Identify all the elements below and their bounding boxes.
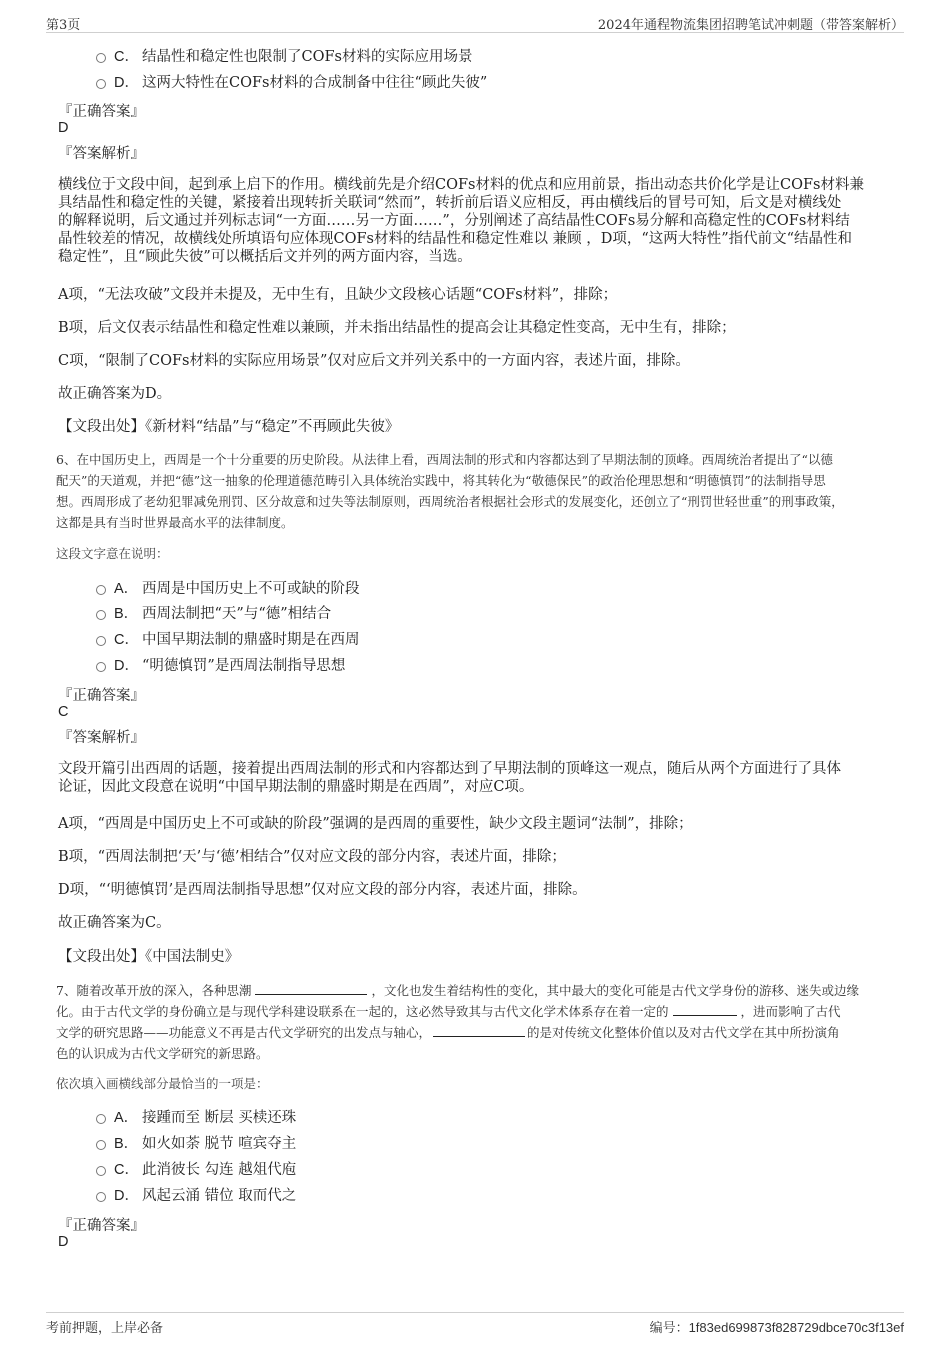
- q6-option-a[interactable]: A． 西周是中国历史上不可或缺的阶段: [96, 578, 360, 600]
- q5-option-d[interactable]: D． 这两大特性在COFs材料的合成制备中往往“顾此失彼”: [96, 72, 487, 94]
- radio-icon[interactable]: [96, 79, 106, 89]
- q7-option-a[interactable]: A． 接踵而至 断层 买椟还珠: [96, 1107, 296, 1129]
- q5-answer: D: [58, 120, 69, 136]
- q6-option-b[interactable]: B． 西周法制把“天”与“德”相结合: [96, 603, 331, 625]
- radio-icon[interactable]: [96, 610, 106, 620]
- q7-prompt: 依次填入画横线部分最恰当的一项是：: [56, 1076, 269, 1091]
- q5-option-c[interactable]: C． 结晶性和稳定性也限制了COFs材料的实际应用场景: [96, 46, 472, 68]
- q7-option-b[interactable]: B． 如火如荼 脱节 喧宾夺主: [96, 1133, 296, 1155]
- q6-explain-b: B项，“西周法制把‘天’与‘德’相结合”仅对应文段的部分内容，表述片面，排除；: [58, 849, 566, 865]
- q6-analysis-label: 『答案解析』: [58, 730, 145, 746]
- q5-analysis-label: 『答案解析』: [58, 146, 145, 162]
- blank-2: [673, 1002, 737, 1016]
- q6-option-d[interactable]: D． “明德慎罚”是西周法制指导思想: [96, 655, 345, 677]
- page-footer: [46, 1312, 904, 1335]
- q7-option-c[interactable]: C． 此消彼长 勾连 越俎代庖: [96, 1159, 296, 1181]
- blank-1: [255, 981, 367, 995]
- q6-option-c[interactable]: C． 中国早期法制的鼎盛时期是在西周: [96, 629, 360, 651]
- q6-analysis: 文段开篇引出西周的话题，接着提出西周法制的形式和内容都达到了早期法制的顶峰这一观点，随后从两个方面进行了具体 论证，因此文段意在说明“中国早期法制的鼎盛时期是在西周”，对应C项。: [58, 761, 841, 795]
- q7-stem: 7、随着改革开放的深入，各种思潮 ，文化也发生着结构性的变化，其中最大的变化可能是古代文学身份的游移、迷失或边缘 化。由于古代文学的身份确立是与现代学科建设联系在一起的，这必然导致其与古代文化学术体系存在着一定的 ，进而影响了古代 文学的研究思路——功能意义不再是古代文学研究的出发点与轴心， 的是对传统文化整体价值以及对古代文学在其中所扮演角 色的认识成为古代文学研究的新思路。: [56, 983, 859, 1061]
- page-number: 第3页: [46, 18, 81, 33]
- q6-stem: 6、在中国历史上，西周是一个十分重要的历史阶段。从法律上看，西周法制的形式和内容都达到了早期法制的顶峰。西周统治者提出了“以德 配天”的天道观，并把“德”这一抽象的伦理道德范畴引入具体统治实践中，将其转化为“敬德保民”的政治伦理思想和“明德慎罚”的法制指导思 想。西周形成了老幼犯罪减免刑罚、区分故意和过失等法制原则，西周统治者根据社会形式的发展变化，还创立了“刑罚世轻世重”的刑事政策， 这都是具有当时世界最高水平的法律制度。: [56, 452, 844, 530]
- q5-conclusion: 故正确答案为D。: [58, 386, 172, 402]
- q5-explain-c: C项，“限制了COFs材料的实际应用场景”仅对应后文并列关系中的一方面内容，表述片面，排除。: [58, 353, 690, 369]
- radio-icon[interactable]: [96, 53, 106, 63]
- radio-icon[interactable]: [96, 1166, 106, 1176]
- radio-icon[interactable]: [96, 1140, 106, 1150]
- q6-conclusion: 故正确答案为C。: [58, 915, 171, 931]
- q6-source: 【文段出处】《中国法制史》: [58, 949, 240, 965]
- footer-slogan: 考前押题，上岸必备: [46, 1321, 164, 1336]
- blank-3: [433, 1023, 525, 1037]
- q5-explain-a: A项，“无法攻破”文段并未提及，无中生有，且缺少文段核心话题“COFs材料”，排除；: [58, 287, 618, 303]
- q5-source: 【文段出处】《新材料“结晶”与“稳定”不再顾此失彼》: [58, 419, 400, 435]
- radio-icon[interactable]: [96, 636, 106, 646]
- q6-explain-a: A项，“西周是中国历史上不可或缺的阶段”强调的是西周的重要性，缺少文段主题词“法制”，排除；: [58, 816, 693, 832]
- q5-explain-b: B项，后文仅表示结晶性和稳定性难以兼顾，并未指出结晶性的提高会让其稳定性变高，无中生有，排除；: [58, 320, 736, 336]
- q6-answer: C: [58, 704, 69, 720]
- q7-answer: D: [58, 1234, 69, 1250]
- radio-icon[interactable]: [96, 1114, 106, 1124]
- document-title: 2024年通程物流集团招聘笔试冲刺题（带答案解析）: [597, 18, 904, 33]
- q6-answer-label: 『正确答案』: [58, 688, 145, 704]
- q6-prompt: 这段文字意在说明：: [56, 546, 169, 561]
- document-code: 编号：1f83ed699873f828729dbce70c3f13ef: [649, 1320, 904, 1335]
- q6-explain-d: D项，“‘明德慎罚’是西周法制指导思想”仅对应文段的部分内容，表述片面，排除。: [58, 882, 587, 898]
- page-header: [46, 12, 904, 33]
- q5-answer-label: 『正确答案』: [58, 104, 145, 120]
- q7-answer-label: 『正确答案』: [58, 1218, 145, 1234]
- radio-icon[interactable]: [96, 585, 106, 595]
- radio-icon[interactable]: [96, 1192, 106, 1202]
- q5-analysis: 横线位于文段中间，起到承上启下的作用。横线前先是介绍COFs材料的优点和应用前景，指出动态共价化学是让COFs材料兼 具结晶性和稳定性的关键，紧接着出现转折关联词“然而”，转折前后语义应相反，再由横线后的冒号可知，后文是对横线处 的解释说明，后文通过并列标志词“一方面……另一方面……”，分别阐述了高结晶性COFs易分解和高稳定性的COFs材料结 晶性较差的情况，故横线处所填语句应体现COFs材料的结晶性和稳定性难以 兼顾 ，D项，“这两大特性”指代前文“结晶性和 稳定性”，且“顾此失彼”可以概括后文并列的两方面内容，当选。: [58, 177, 864, 265]
- radio-icon[interactable]: [96, 662, 106, 672]
- q7-option-d[interactable]: D． 风起云涌 错位 取而代之: [96, 1185, 296, 1207]
